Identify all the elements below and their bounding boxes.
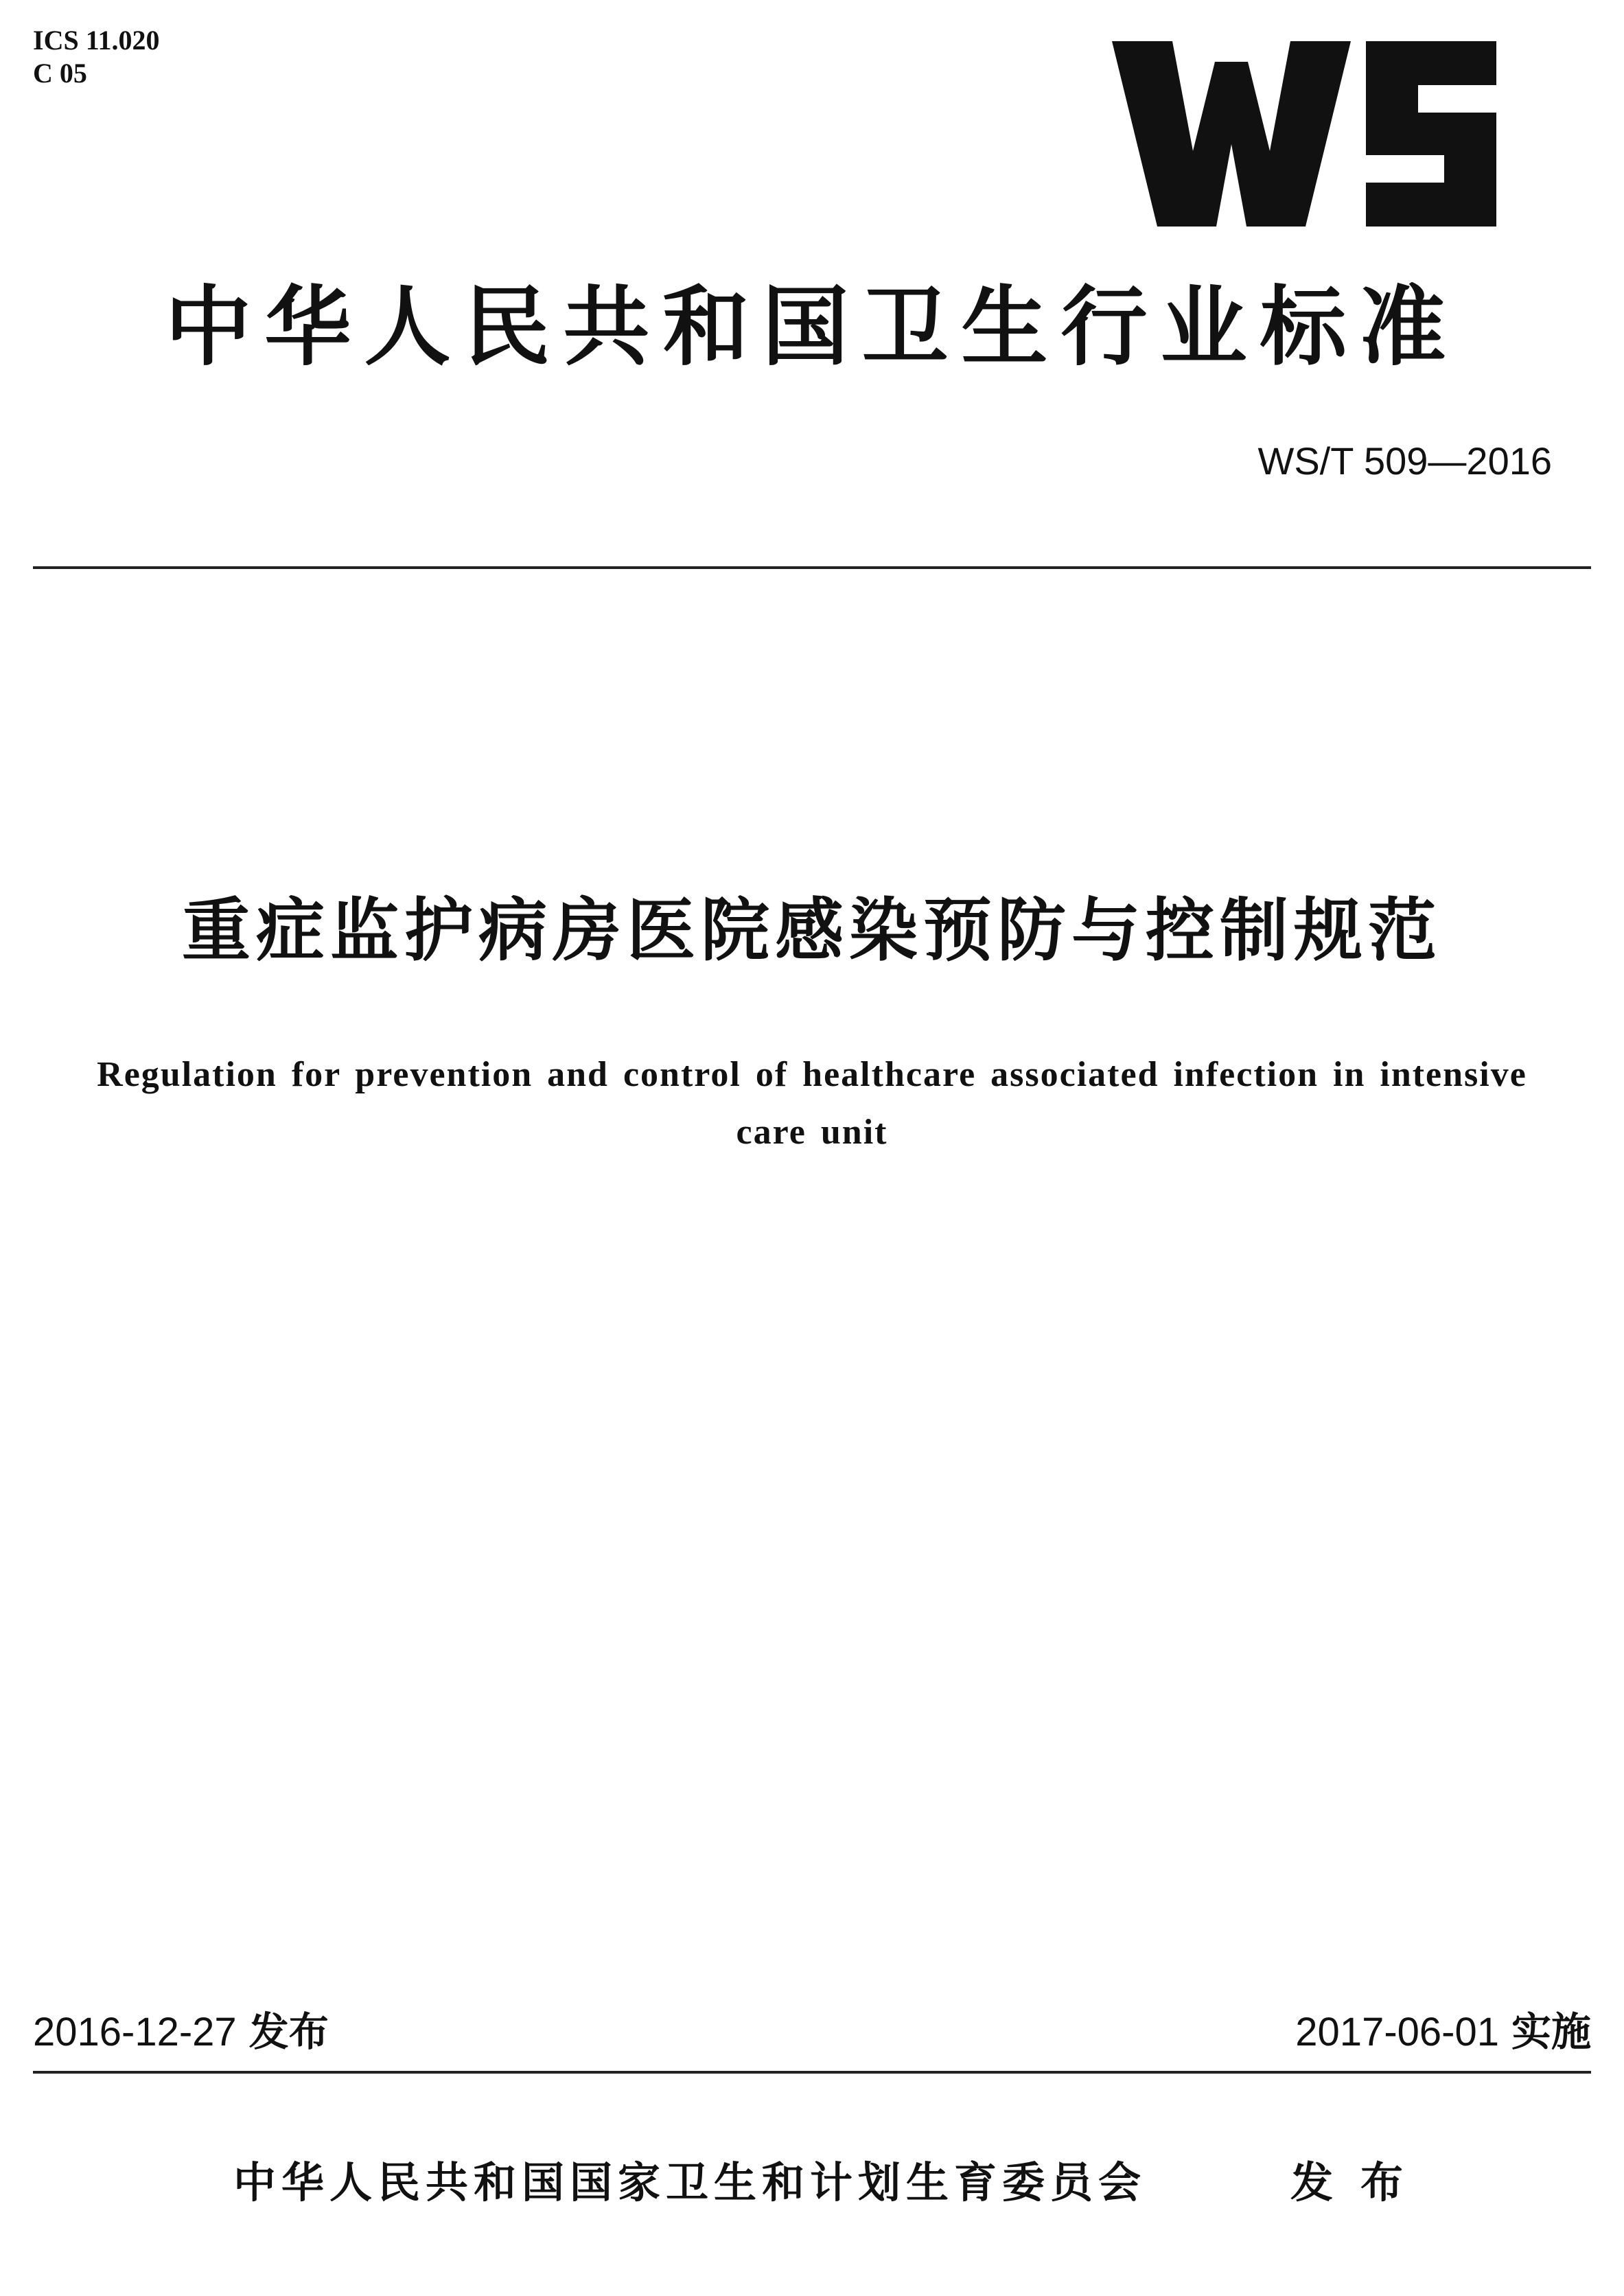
issue-date-value: 2016-12-27 [33, 2010, 237, 2054]
document-title-cn: 重症监护病房医院感染预防与控制规范 [182, 890, 1442, 971]
bottom-divider [33, 2071, 1591, 2074]
issue-label: 发布 [248, 2008, 329, 2055]
ws-logo [1112, 41, 1496, 227]
ics-code: ICS 11.020 [33, 25, 160, 56]
implementation-date [1295, 2008, 1591, 2056]
publisher-label: 发布 [1290, 2157, 1431, 2207]
ccs-code: C 05 [33, 58, 87, 89]
top-divider [33, 566, 1591, 569]
main-title: 中华人民共和国卫生行业标准 [165, 277, 1459, 378]
publisher-name: 中华人民共和国国家卫生和计划生育委员会 [233, 2157, 1147, 2207]
implementation-date-value: 2017-06-01 [1295, 2010, 1499, 2054]
document-title-en: Regulation for prevention and control of healthcare associated infection in intensive care unit [97, 1055, 1527, 1152]
issue-date [33, 2008, 329, 2056]
standard-code: WS/T 509—2016 [1257, 439, 1552, 483]
implementation-label: 实施 [1511, 2008, 1591, 2055]
